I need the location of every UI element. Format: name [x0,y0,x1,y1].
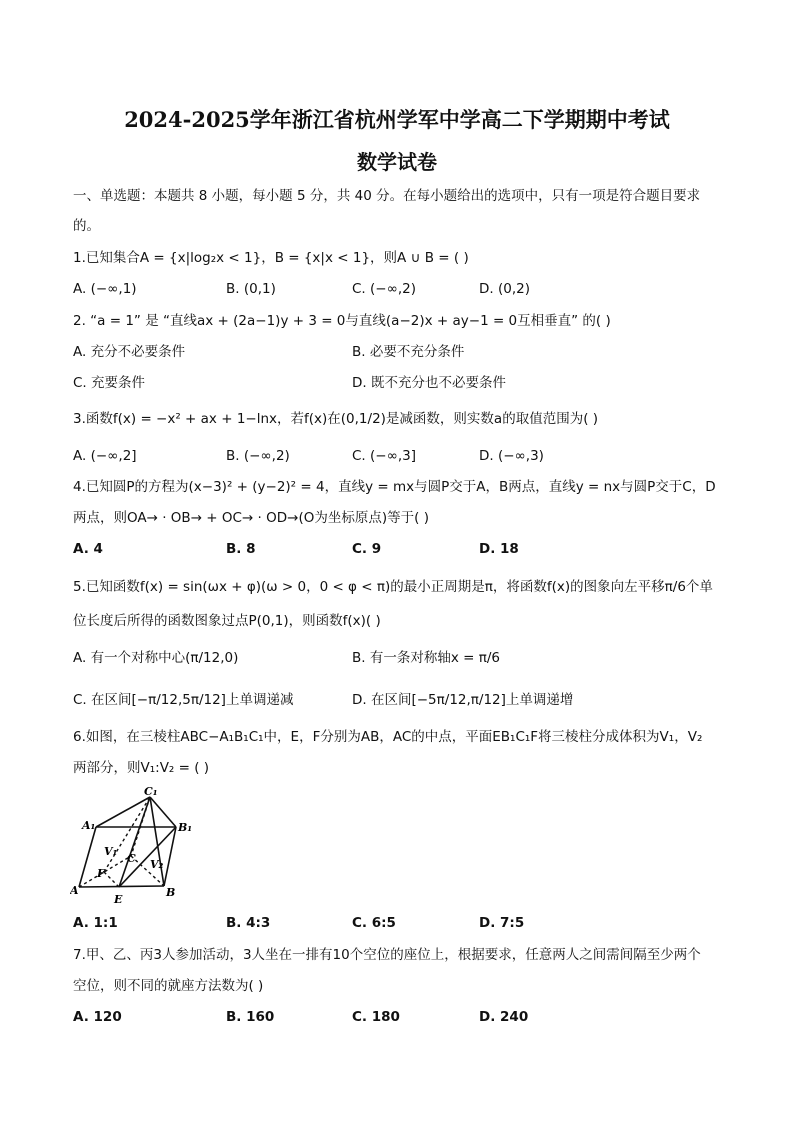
q1-option-d: D. (0,2) [479,281,530,297]
label-f: F [97,867,105,880]
section-heading: 一、单选题：本题共 8 小题，每小题 5 分，共 40 分。在每小题给出的选项中，只有一项是符合题目要求 [73,188,701,204]
q7-option-b: B. 160 [226,1009,275,1025]
q6-option-c: C. 6:5 [352,915,396,931]
q7-option-a: A. 120 [73,1009,122,1025]
q5-option-d: D. 在区间[−5π/12,π/12]上单调递增 [352,692,574,708]
label-a: A [70,884,79,897]
q4-option-b: B. 8 [226,541,256,557]
q3-option-d: D. (−∞,3) [479,448,544,464]
q3-option-c: C. (−∞,3] [352,448,416,464]
label-c1: C₁ [144,785,158,798]
question-3-stem: 3.函数f(x) = −x² + ax + 1−lnx，若f(x)在(0,1/2)是减函数，则实数a的取值范围为( ) [73,411,599,427]
label-b: B [166,886,176,899]
q5-option-c: C. 在区间[−π/12,5π/12]上单调递减 [73,692,294,708]
section-heading-cont: 的。 [73,218,100,234]
prism-figure [70,783,200,908]
q1-option-a: A. (−∞,1) [73,281,137,297]
question-1-stem: 1.已知集合A = {x|log₂x < 1}，B = {x|x < 1}，则A ∪ B = ( ) [73,250,469,266]
label-b1: B₁ [178,821,193,834]
label-e: E [114,893,123,906]
question-7-stem-cont: 空位，则不同的就座方法数为( ) [73,978,264,994]
q5-option-a: A. 有一个对称中心(π/12,0) [73,650,239,666]
q4-option-d: D. 18 [479,541,519,557]
q6-option-b: B. 4:3 [226,915,271,931]
q2-option-c: C. 充要条件 [73,375,146,391]
question-7-stem: 7.甲、乙、丙3人参加活动，3人坐在一排有10个空位的座位上，根据要求，任意两人之间需间隔至少两个 [73,947,701,963]
q6-option-d: D. 7:5 [479,915,525,931]
question-2-stem: 2. “a = 1” 是 “直线ax + (2a−1)y + 3 = 0与直线(a−2)x + ay−1 = 0互相垂直” 的( ) [73,313,611,329]
exam-subtitle: 数学试卷 [357,150,437,174]
label-a1: A₁ [82,819,96,832]
question-6-stem-cont: 两部分，则V₁:V₂ = ( ) [73,760,210,776]
q7-option-d: D. 240 [479,1009,529,1025]
q1-option-c: C. (−∞,2) [352,281,416,297]
question-5-stem-cont: 位长度后所得的函数图象过点P(0,1)，则函数f(x)( ) [73,613,381,629]
q5-option-b: B. 有一条对称轴x = π/6 [352,650,500,666]
q1-option-b: B. (0,1) [226,281,276,297]
q3-option-a: A. (−∞,2] [73,448,137,464]
label-c: C [127,852,136,865]
q2-option-a: A. 充分不必要条件 [73,344,186,360]
q4-option-c: C. 9 [352,541,382,557]
exam-title: 2024-2025学年浙江省杭州学军中学高二下学期期中考试 [124,107,670,132]
question-4-stem: 4.已知圆P的方程为(x−3)² + (y−2)² = 4，直线y = mx与圆P交于A，B两点，直线y = nx与圆P交于C，D [73,479,716,495]
question-4-stem-cont: 两点，则OA→ · OB→ + OC→ · OD→(O为坐标原点)等于( ) [73,510,429,526]
q6-option-a: A. 1:1 [73,915,118,931]
q2-option-b: B. 必要不充分条件 [352,344,465,360]
question-5-stem: 5.已知函数f(x) = sin(ωx + φ)(ω > 0，0 < φ < π)的最小正周期是π，将函数f(x)的图象向左平移π/6个单 [73,579,713,595]
label-v1: V₁ [104,845,118,858]
q7-option-c: C. 180 [352,1009,400,1025]
q4-option-a: A. 4 [73,541,103,557]
q3-option-b: B. (−∞,2) [226,448,290,464]
question-6-stem: 6.如图，在三棱柱ABC−A₁B₁C₁中，E，F分别为AB，AC的中点，平面EB₁C₁F将三棱柱分成体积为V₁，V₂ [73,729,703,745]
label-v2: V₂ [150,858,164,871]
q2-option-d: D. 既不充分也不必要条件 [352,375,506,391]
